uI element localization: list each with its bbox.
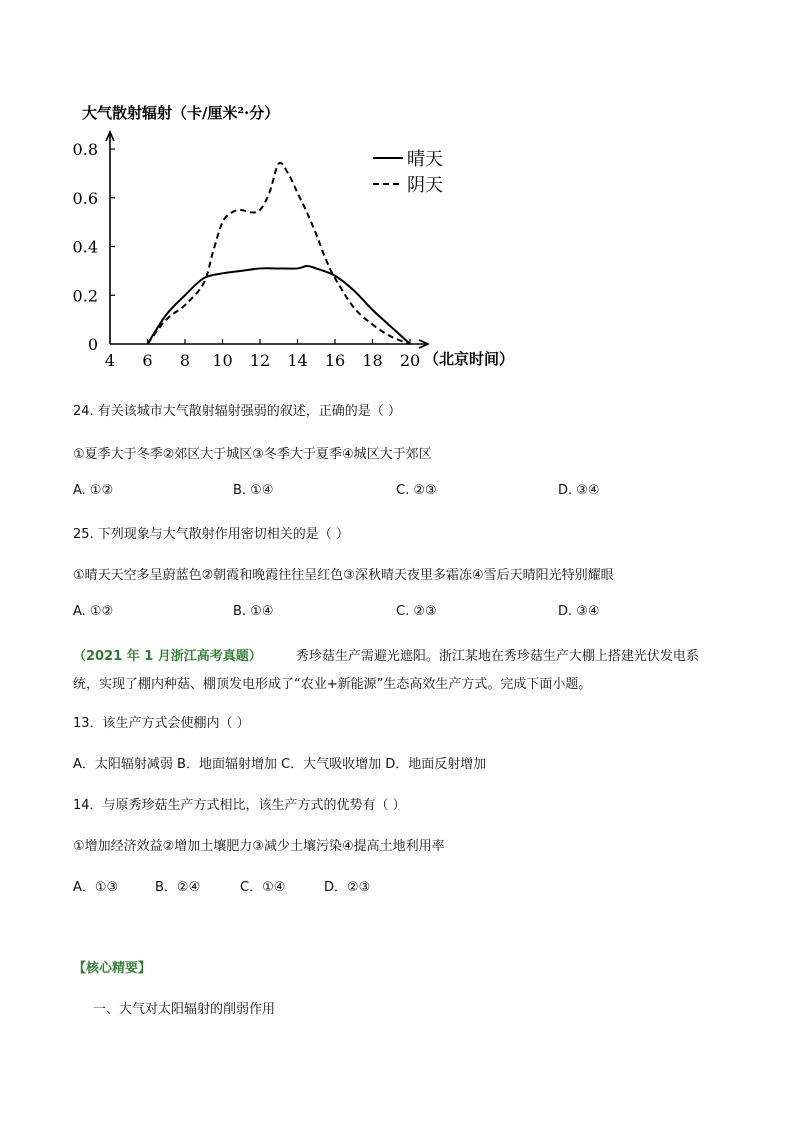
q24-items: ①夏季大于冬季②郊区大于城区③冬季大于夏季④城区大于郊区 xyxy=(73,447,432,462)
passage-text-1: 秀珍菇生产需避光遮阳。浙江某地在秀珍菇生产大棚上搭建光伏发电系 xyxy=(295,649,699,664)
q14-option-c[interactable]: C．①④ xyxy=(240,880,286,895)
chart-title: 大气散射辐射（卡/厘米²·分） xyxy=(82,104,280,122)
q25-stem: 25. 下列现象与大气散射作用密切相关的是（ ） xyxy=(73,527,349,542)
q25-option-d[interactable]: D. ③④ xyxy=(558,604,600,619)
q24-option-b[interactable]: B. ①④ xyxy=(233,483,274,498)
q13-options[interactable]: A．太阳辐射减弱 B．地面辐射增加 C．大气吸收增加 D．地面反射增加 xyxy=(73,757,487,772)
q24-stem: 24. 有关该城市大气散射辐射强弱的叙述，正确的是（ ） xyxy=(73,404,401,419)
y-tick-label: 0 xyxy=(87,335,98,354)
y-tick-labels xyxy=(73,140,98,354)
x-tick-label: 10 xyxy=(212,351,233,370)
q14-option-a[interactable]: A．①③ xyxy=(73,880,119,895)
passage-line1 xyxy=(73,645,699,664)
q14-stem: 14．与原秀珍菇生产方式相比，该生产方式的优势有（ ） xyxy=(73,798,406,813)
q25-option-c[interactable]: C. ②③ xyxy=(396,604,437,619)
q24-option-d[interactable]: D. ③④ xyxy=(558,483,600,498)
series-line-clear xyxy=(148,266,411,344)
q24-option-a[interactable]: A. ①② xyxy=(73,483,114,498)
q13-stem: 13．该生产方式会使棚内（ ） xyxy=(73,716,250,731)
q25-option-b[interactable]: B. ①④ xyxy=(233,604,274,619)
q14-option-d[interactable]: D．②③ xyxy=(324,880,371,895)
legend-label: 阴天 xyxy=(407,175,443,196)
series-line-overcast xyxy=(148,163,411,344)
q24-option-c[interactable]: C. ②③ xyxy=(396,483,437,498)
x-tick-label: 6 xyxy=(142,351,153,370)
q14-option-b[interactable]: B．②④ xyxy=(155,880,201,895)
y-tick-label: 0.2 xyxy=(72,286,98,306)
chart-legend xyxy=(373,149,443,196)
y-tick-label: 0.8 xyxy=(72,140,98,159)
passage-line2: 统，实现了棚内种菇、棚顶发电形成了“农业+新能源”生态高效生产方式。完成下面小题。 xyxy=(73,677,592,692)
x-tick-label: 4 xyxy=(104,351,116,370)
x-axis-label: （北京时间） xyxy=(424,350,515,368)
core-item-1: 一、大气对太阳辐射的削弱作用 xyxy=(93,1002,276,1017)
x-tick-label: 8 xyxy=(179,351,191,370)
x-tick-label: 20 xyxy=(399,351,421,370)
x-tick-labels xyxy=(105,351,420,370)
y-tick-label: 0.4 xyxy=(72,237,98,257)
q25-option-a[interactable]: A. ①② xyxy=(73,604,114,619)
chart-series xyxy=(148,163,411,344)
x-tick-label: 16 xyxy=(324,351,346,370)
x-tick-label: 14 xyxy=(287,351,308,370)
x-tick-label: 18 xyxy=(362,351,383,370)
q25-items: ①晴天天空多呈蔚蓝色②朝霞和晚霞往往呈红色③深秋晴天夜里多霜冻④雪后天晴阳光特别耀眼 xyxy=(73,568,614,583)
passage-source: （2021 年 1 月浙江高考真题） xyxy=(73,649,262,664)
scattered-radiation-chart xyxy=(70,92,530,382)
x-tick-label: 12 xyxy=(249,351,271,370)
y-tick-label: 0.6 xyxy=(72,188,98,208)
core-heading: 【核心精要】 xyxy=(73,961,152,976)
legend-label: 晴天 xyxy=(407,149,443,170)
q14-items: ①增加经济效益②增加土壤肥力③减少土壤污染④提高土地利用率 xyxy=(73,839,445,854)
